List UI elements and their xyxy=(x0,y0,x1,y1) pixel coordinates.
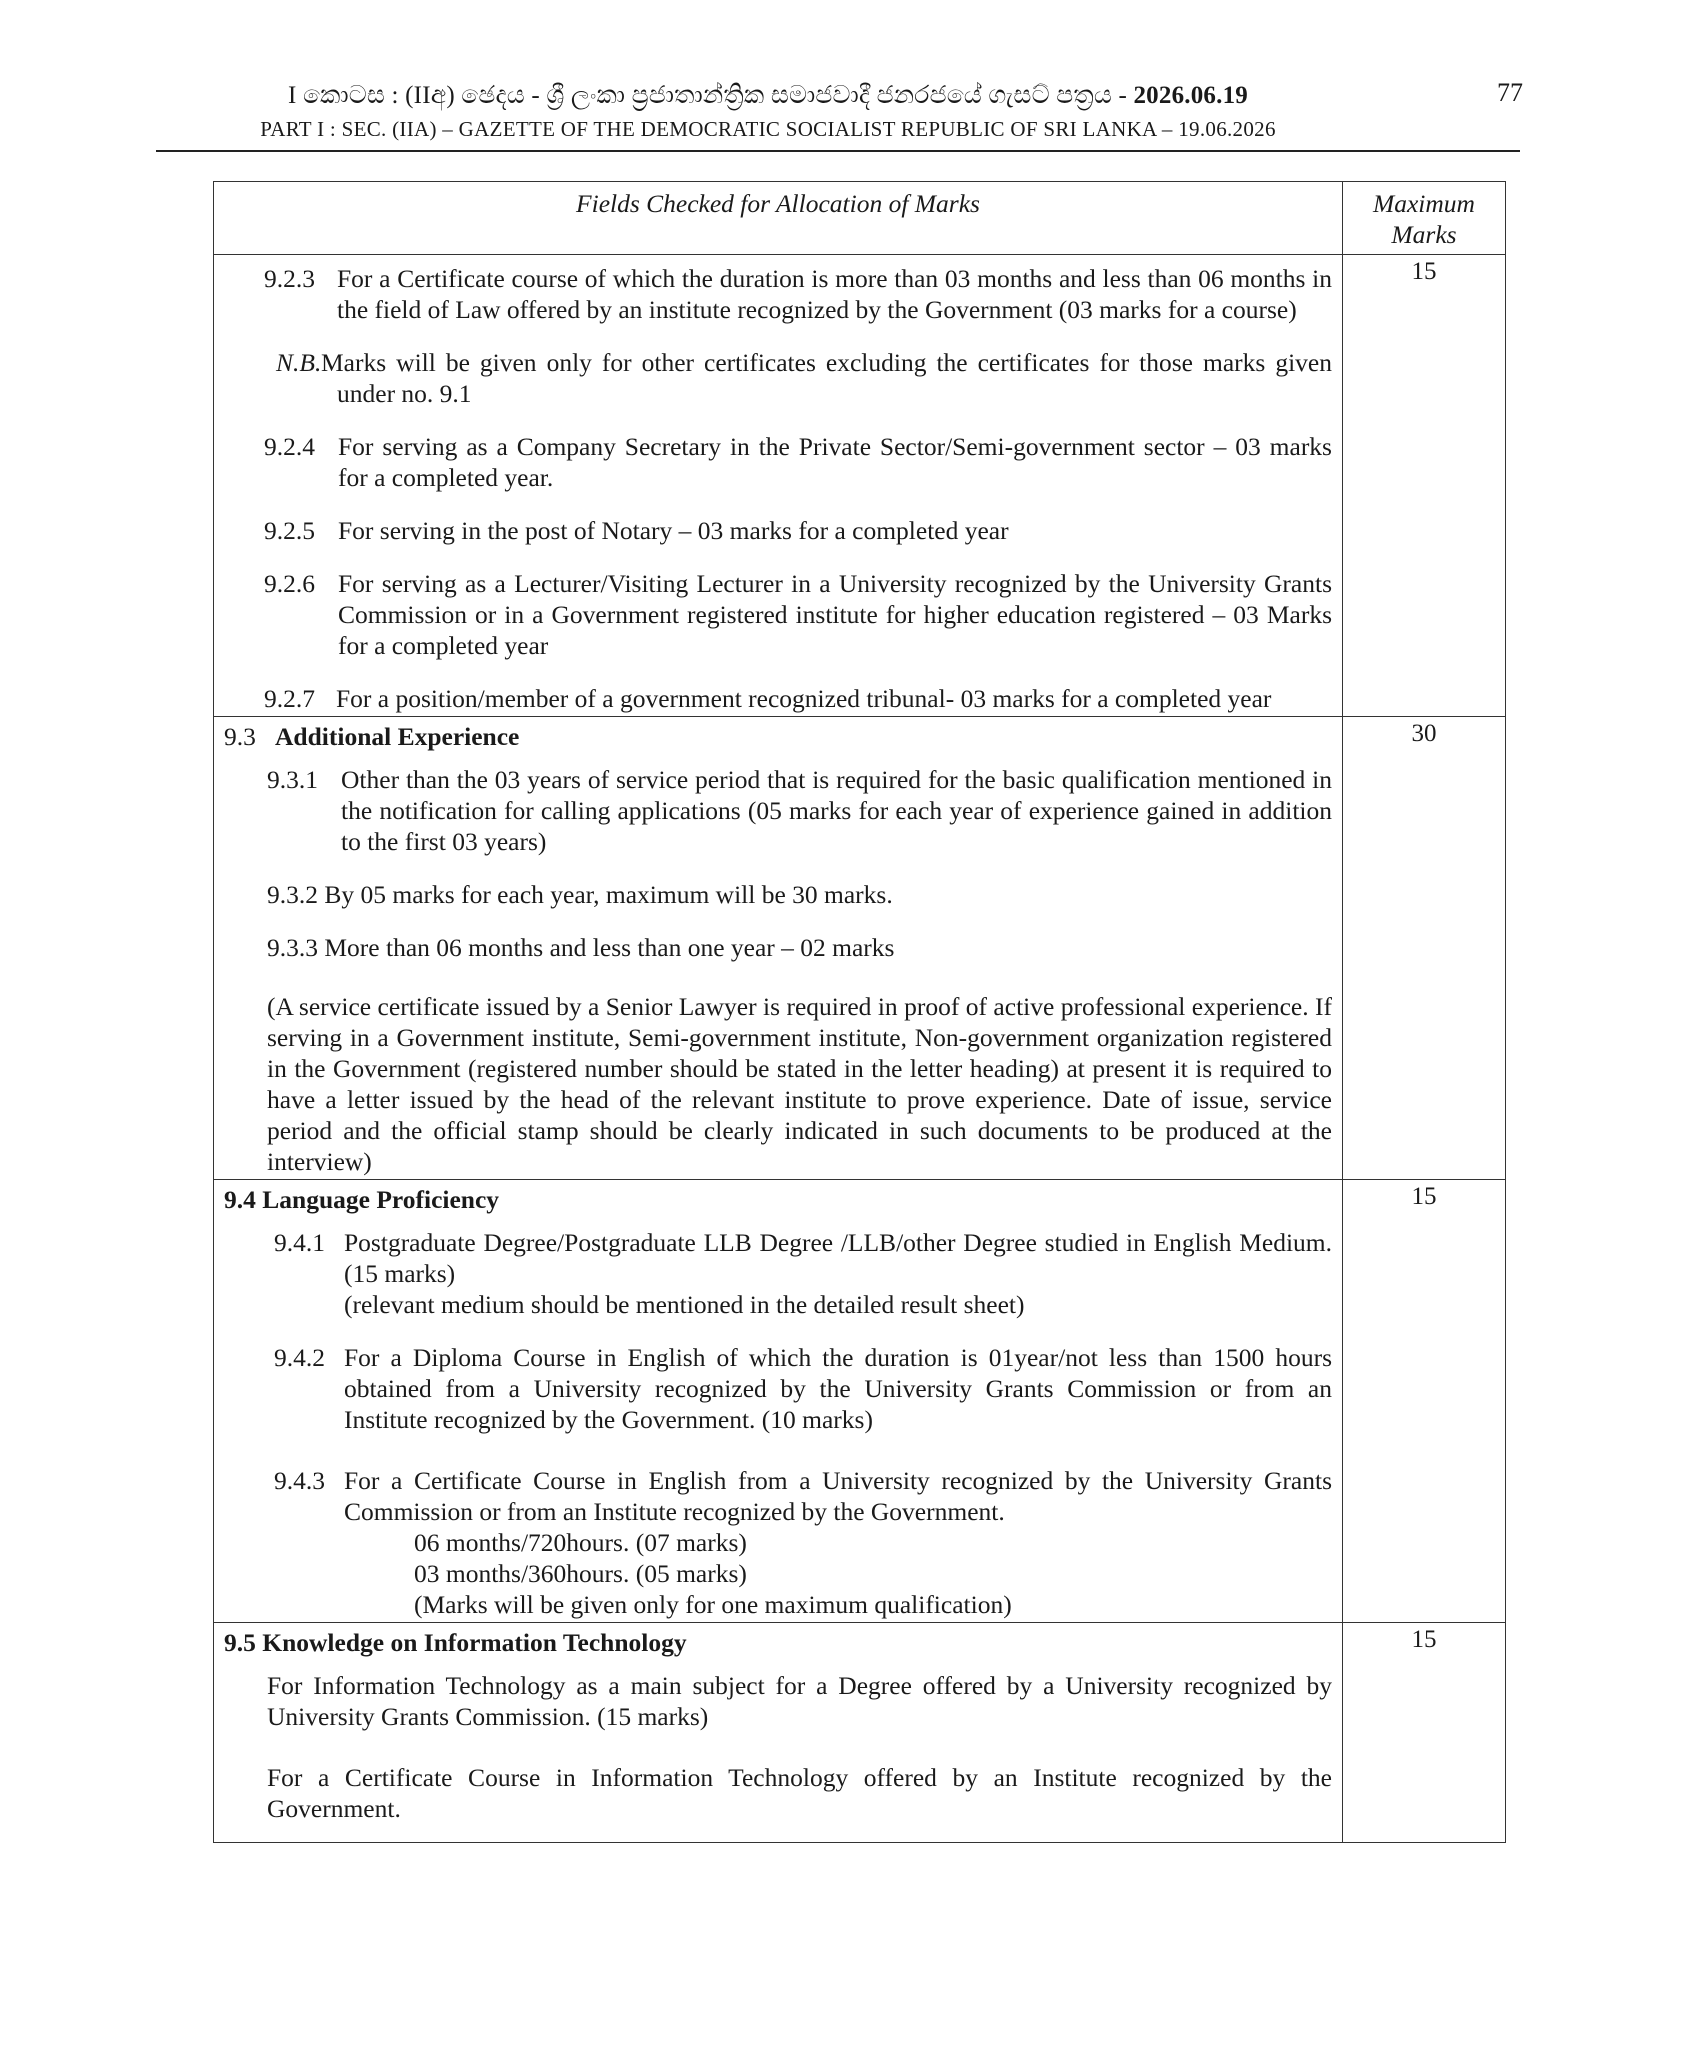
fields-cell-9-4 xyxy=(214,1180,1343,1623)
item-text: For a Certificate course of which the duration is more than 03 months and less than 06 months in the field of Law offered by an institute recognized by the Government (03 marks for a course) xyxy=(337,264,1332,324)
fields-column-header: Fields Checked for Allocation of Marks xyxy=(214,182,1343,255)
max-marks-value: 30 xyxy=(1343,717,1506,1180)
table-row xyxy=(214,1180,1506,1623)
max-marks-header-line2: Marks xyxy=(1391,220,1457,249)
item-number: 9.2.3 xyxy=(264,264,315,293)
gazette-header-english: PART I : SEC. (IIA) – GAZETTE OF THE DEMOCRATIC SOCIALIST REPUBLIC OF SRI LANKA – 19.06.2026 xyxy=(260,117,1276,141)
fields-cell-9-3 xyxy=(214,717,1343,1180)
list-item xyxy=(264,515,1332,546)
item-number: 9.4.1 xyxy=(274,1228,325,1257)
table-row xyxy=(214,717,1506,1180)
experience-note: (A service certificate issued by a Senior Lawyer is required in proof of active professional experience. If serving in a Government institute, Semi-government institute, Non-government organization registered in the Government (registered number should be stated in the letter heading) at present it is required to have a letter issued by the head of the relevant institute to prove experience. Date of issue, service period and the official stamp should be clearly indicated in such documents to be produced at the interview) xyxy=(267,992,1332,1176)
section-title: Additional Experience xyxy=(275,722,520,751)
item-text: Marks will be given only for other certificates excluding the certificates for those marks given under no. 9.1 xyxy=(321,348,1332,408)
item-text: For serving as a Company Secretary in the Private Sector/Semi-government sector – 03 marks for a completed year. xyxy=(338,432,1332,492)
section-title: 9.4 Language Proficiency xyxy=(224,1185,500,1214)
list-item: 9.3.2 By 05 marks for each year, maximum will be 30 marks. xyxy=(267,880,893,909)
item-text: Postgraduate Degree/Postgraduate LLB Degree /LLB/other Degree studied in English Medium. (15 marks) xyxy=(344,1228,1332,1288)
fields-cell-9-2 xyxy=(214,255,1343,717)
list-item xyxy=(264,568,1332,661)
item-number: 9.2.7 xyxy=(264,684,315,713)
sinhala-header-date: 2026.06.19 xyxy=(1133,82,1248,109)
fields-cell-9-5 xyxy=(214,1623,1343,1843)
list-item xyxy=(274,1465,1332,1620)
list-item: 9.3.3 More than 06 months and less than one year – 02 marks xyxy=(267,933,895,962)
table-header-row xyxy=(214,182,1506,255)
gazette-header-sinhala xyxy=(156,82,1380,110)
page-number: 77 xyxy=(1497,78,1523,107)
item-subtext: (relevant medium should be mentioned in the detailed result sheet) xyxy=(344,1290,1025,1319)
item-subtext: 06 months/720hours. (07 marks) xyxy=(414,1528,747,1557)
item-number: 9.2.6 xyxy=(264,569,315,598)
item-subtext: 03 months/360hours. (05 marks) xyxy=(414,1559,747,1588)
item-number: 9.4.3 xyxy=(274,1466,325,1495)
item-number: 9.2.5 xyxy=(264,516,315,545)
list-item xyxy=(264,347,1332,409)
item-number: 9.4.2 xyxy=(274,1343,325,1372)
item-text: Other than the 03 years of service period that is required for the basic qualification mentioned in the notification for calling applications (05 marks for each year of experience gained in addition to the first 03 years) xyxy=(341,765,1332,856)
max-marks-header-line1: Maximum xyxy=(1373,189,1475,218)
list-item xyxy=(264,431,1332,493)
item-number: N.B. xyxy=(276,348,322,377)
item-text: For serving in the post of Notary – 03 marks for a completed year xyxy=(338,516,1009,545)
table-row xyxy=(214,1623,1506,1843)
sinhala-header-text: I කොටස : (IIඅ) ඡෙදය - ශ්‍රී ලංකා ප්‍රජාතාන්ත්‍රික සමාජවාදී ජනරජයේ ගැසට් පත්‍රය - xyxy=(288,82,1128,109)
list-item xyxy=(264,683,1332,714)
list-item xyxy=(267,764,1332,857)
item-text: For a position/member of a government recognized tribunal- 03 marks for a completed year xyxy=(336,684,1272,713)
item-text: For a Diploma Course in English of which the duration is 01year/not less than 1500 hours obtained from a University recognized by the University Grants Commission or from an Institute recognized by the Government. (10 marks) xyxy=(344,1343,1332,1434)
marks-allocation-table xyxy=(213,181,1506,1843)
max-marks-column-header xyxy=(1343,182,1506,255)
section-number: 9.3 xyxy=(224,722,256,751)
item-number: 9.3.1 xyxy=(267,765,318,794)
it-degree-paragraph: For Information Technology as a main subject for a Degree offered by a University recognized by University Grants Commission. (15 marks) xyxy=(267,1671,1332,1731)
item-number: 9.2.4 xyxy=(264,432,315,461)
item-subtext: (Marks will be given only for one maximum qualification) xyxy=(414,1590,1012,1619)
list-item xyxy=(274,1227,1332,1320)
list-item xyxy=(274,1342,1332,1435)
it-certificate-paragraph: For a Certificate Course in Information Technology offered by an Institute recognized by the Government. xyxy=(267,1763,1332,1823)
max-marks-value: 15 xyxy=(1343,1180,1506,1623)
max-marks-value: 15 xyxy=(1343,1623,1506,1843)
item-text: For serving as a Lecturer/Visiting Lecturer in a University recognized by the University Grants Commission or in a Government registered institute for higher education registered – 03 Marks for a completed year xyxy=(338,569,1332,660)
list-item xyxy=(264,263,1332,325)
section-heading xyxy=(224,721,1332,752)
table-row xyxy=(214,255,1506,717)
section-title: 9.5 Knowledge on Information Technology xyxy=(224,1628,687,1657)
header-divider xyxy=(156,150,1520,152)
max-marks-value: 15 xyxy=(1343,255,1506,717)
item-text: For a Certificate Course in English from a University recognized by the University Grants Commission or from an Institute recognized by the Government. xyxy=(344,1466,1332,1526)
